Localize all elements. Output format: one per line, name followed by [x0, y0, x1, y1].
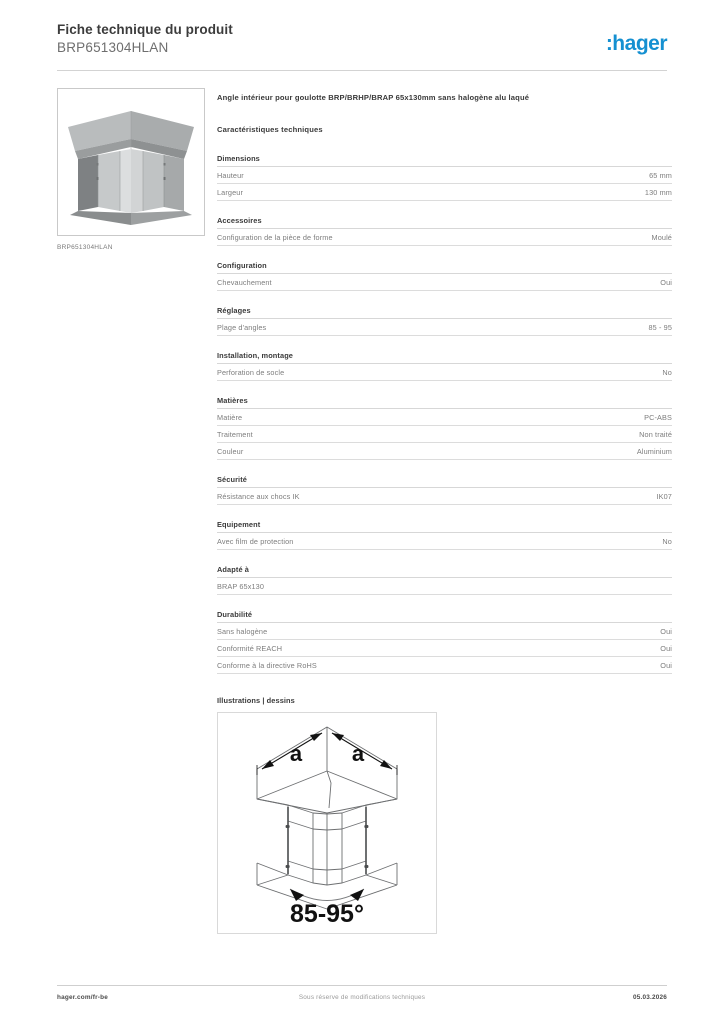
product-photo-column [57, 88, 205, 251]
spec-row-value: Non traité [639, 430, 672, 439]
spec-row [217, 229, 672, 246]
spec-row-value: Aluminium [636, 447, 672, 456]
specification-groups [217, 154, 672, 674]
spec-group [217, 306, 672, 336]
spec-group-title: Dimensions [217, 154, 672, 167]
spec-group-title: Equipement [217, 520, 672, 533]
spec-row-value: Oui [660, 661, 672, 670]
spec-group [217, 475, 672, 505]
angle-range-label: 85-95° [290, 900, 364, 928]
spec-row-value: 85 - 95 [648, 323, 672, 332]
spec-row-label: BRAP 65x130 [217, 582, 265, 591]
spec-group [217, 610, 672, 674]
spec-row-label: Traitement [217, 430, 253, 439]
spec-row-label: Résistance aux chocs IK [217, 492, 300, 501]
spec-group-title: Installation, montage [217, 351, 672, 364]
spec-row-label: Plage d'angles [217, 323, 267, 332]
spec-row [217, 364, 672, 381]
specifications-heading: Caractéristiques techniques [217, 125, 323, 134]
spec-group [217, 396, 672, 460]
page-header [57, 22, 667, 72]
spec-row-label: Matière [217, 413, 243, 422]
spec-row-value: PC-ABS [644, 413, 672, 422]
spec-row-label: Largeur [217, 188, 243, 197]
spec-row [217, 184, 672, 201]
product-photo-frame [57, 88, 205, 236]
spec-row-value: IK07 [656, 492, 672, 501]
dimension-label-left: a [289, 741, 303, 766]
spec-row [217, 578, 672, 595]
spec-row [217, 488, 672, 505]
spec-group-title: Durabilité [217, 610, 672, 623]
spec-row-label: Avec film de protection [217, 537, 294, 546]
spec-group-title: Adapté à [217, 565, 672, 578]
spec-row-value: Moulé [651, 233, 672, 242]
footer-date: 05.03.2026 [633, 994, 667, 1001]
spec-row [217, 409, 672, 426]
spec-row-label: Configuration de la pièce de forme [217, 233, 333, 242]
spec-row [217, 533, 672, 550]
spec-row [217, 623, 672, 640]
spec-group [217, 154, 672, 201]
technical-drawing [218, 713, 436, 933]
spec-row-value: 65 mm [649, 171, 672, 180]
spec-row-label: Hauteur [217, 171, 244, 180]
product-reference: BRP651304HLAN [57, 40, 169, 55]
spec-row-label: Perforation de socle [217, 368, 285, 377]
product-description: Angle intérieur pour goulotte BRP/BRHP/BRAP 65x130mm sans halogène alu laqué [217, 93, 530, 102]
footer-divider [57, 985, 667, 986]
spec-group-title: Réglages [217, 306, 672, 319]
footer-disclaimer: Sous réserve de modifications techniques [298, 994, 426, 1001]
spec-row [217, 657, 672, 674]
spec-row-label: Chevauchement [217, 278, 272, 287]
product-photo-image [58, 89, 204, 235]
spec-row [217, 319, 672, 336]
spec-row-label: Sans halogène [217, 627, 268, 636]
header-divider [57, 70, 667, 71]
page-title: Fiche technique du produit [57, 22, 233, 37]
spec-row [217, 274, 672, 291]
spec-row-value: Oui [660, 278, 672, 287]
spec-row-value: No [662, 368, 672, 377]
spec-row-value: 130 mm [644, 188, 672, 197]
spec-row-label: Couleur [217, 447, 244, 456]
spec-row-value: Oui [660, 644, 672, 653]
footer-website-link[interactable]: hager.com/fr-be [57, 994, 108, 1001]
illustrations-title: Illustrations | dessins [217, 696, 295, 705]
illustration-frame [217, 712, 437, 934]
spec-group [217, 351, 672, 381]
spec-group [217, 216, 672, 246]
spec-group-title: Matières [217, 396, 672, 409]
spec-group [217, 565, 672, 595]
spec-row [217, 640, 672, 657]
spec-row-value: No [662, 537, 672, 546]
spec-row [217, 443, 672, 460]
spec-group [217, 520, 672, 550]
spec-row-label: Conformité REACH [217, 644, 283, 653]
spec-row-label: Conforme à la directive RoHS [217, 661, 317, 670]
page-footer [57, 994, 667, 1008]
hager-logo: :hager [605, 32, 667, 55]
product-photo-caption: BRP651304HLAN [57, 244, 113, 251]
spec-row [217, 426, 672, 443]
specifications-column [217, 92, 672, 934]
spec-group-title: Sécurité [217, 475, 672, 488]
spec-group [217, 261, 672, 291]
illustrations-section [217, 696, 672, 934]
spec-group-title: Accessoires [217, 216, 672, 229]
spec-row-value: Oui [660, 627, 672, 636]
spec-row [217, 167, 672, 184]
spec-group-title: Configuration [217, 261, 672, 274]
dimension-label-right: a [351, 741, 365, 766]
